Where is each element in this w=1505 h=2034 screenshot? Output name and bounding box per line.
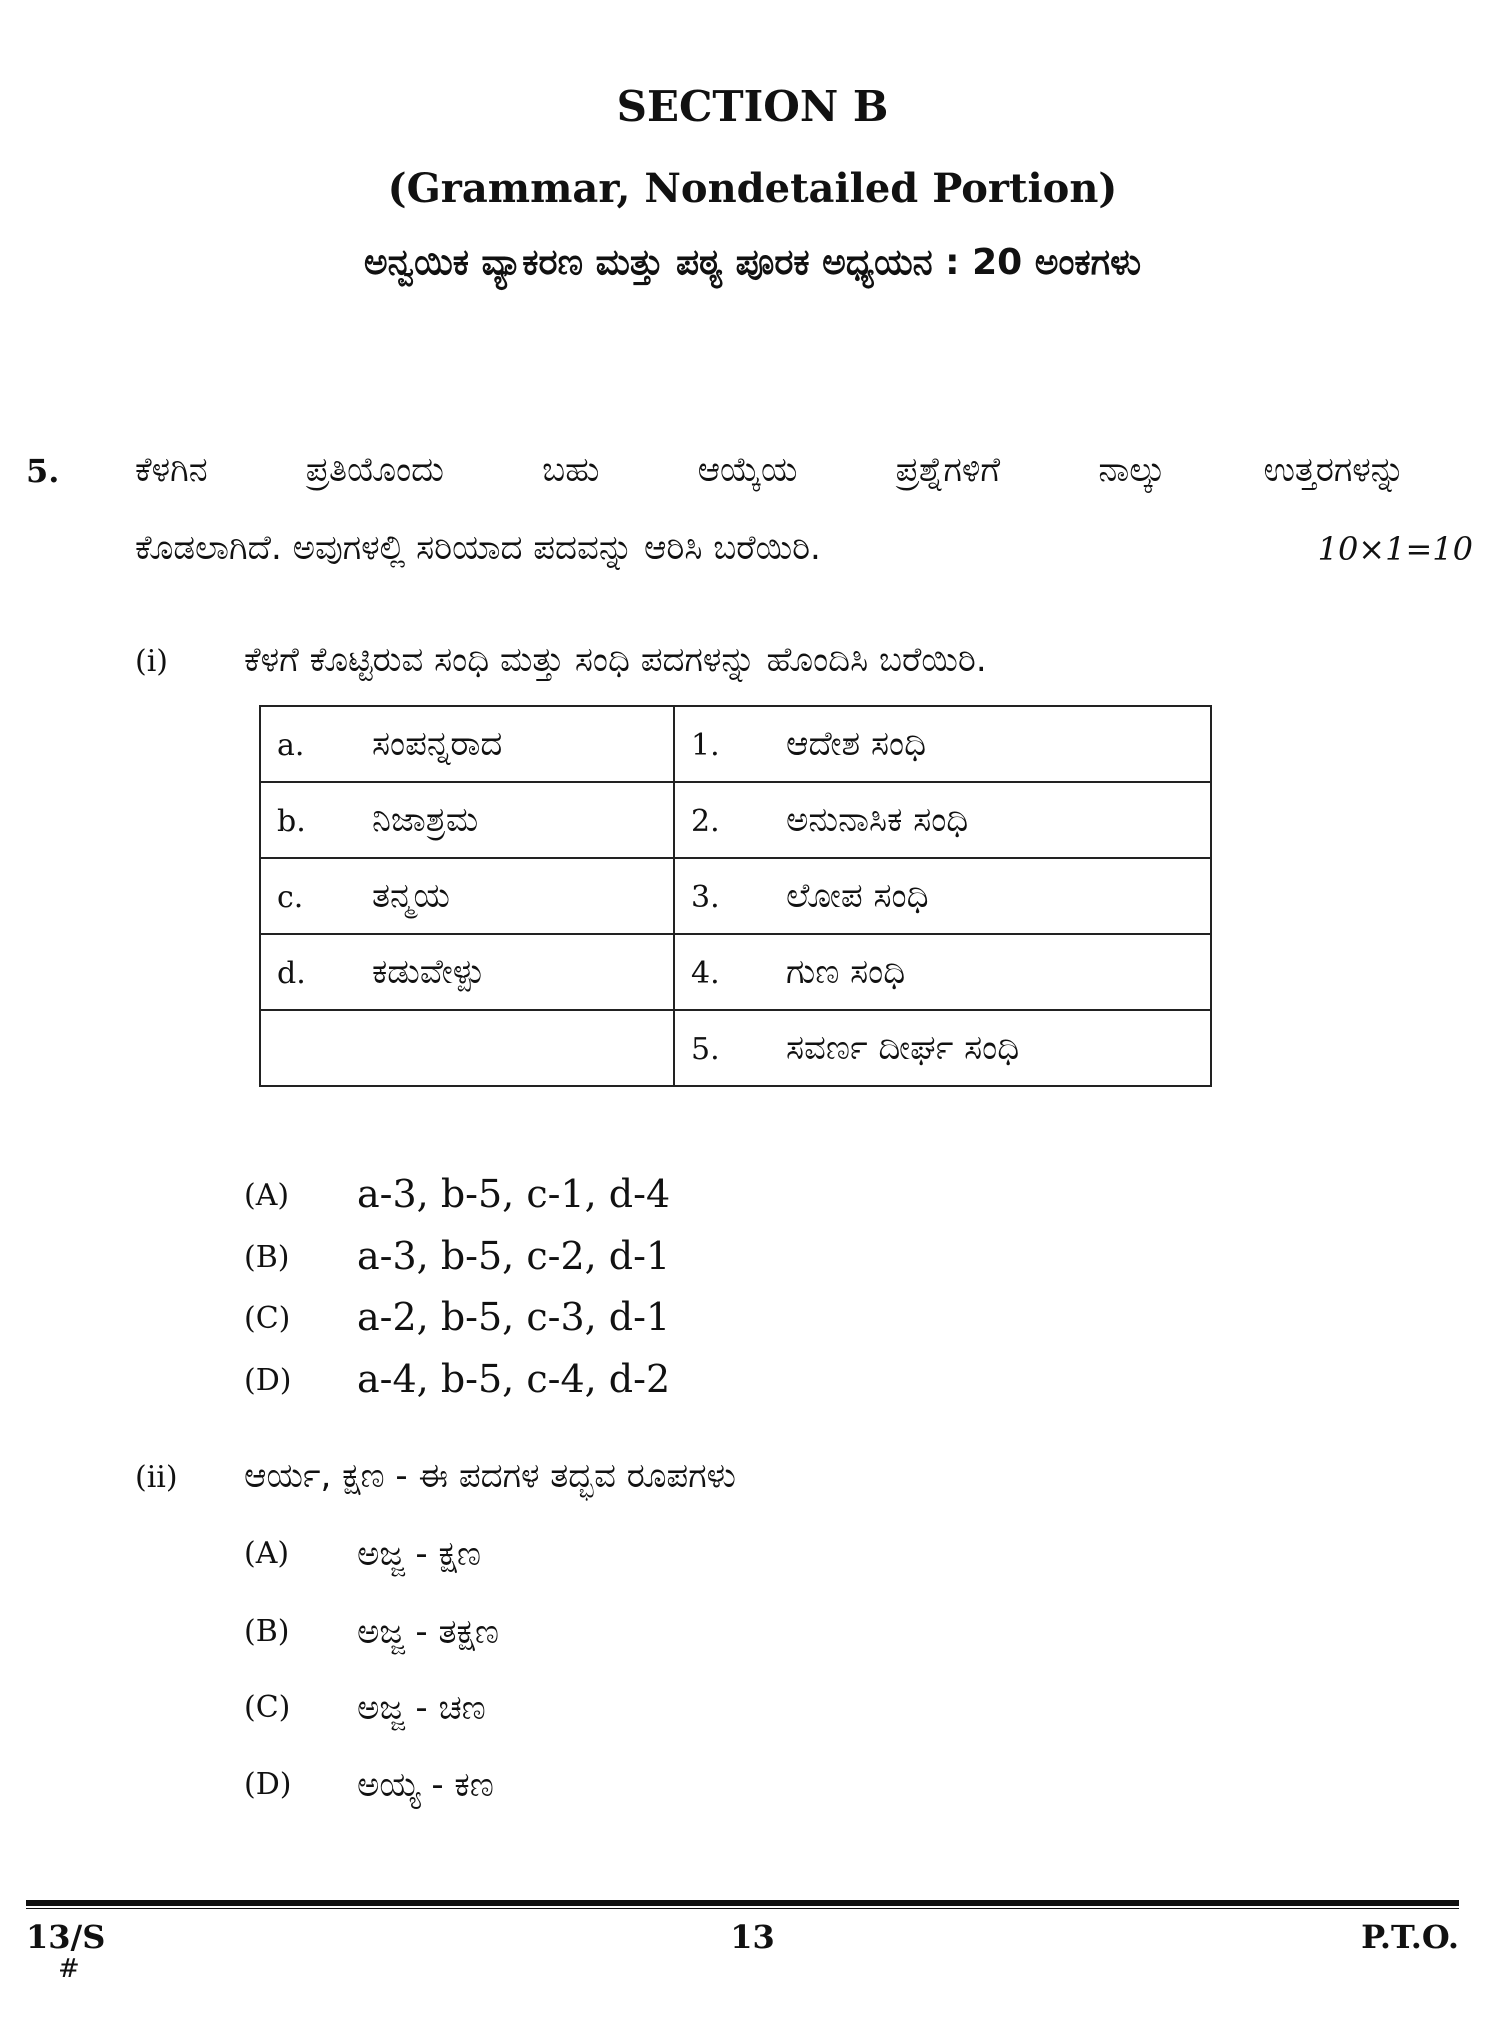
table-row: [260, 706, 1211, 782]
sandhi-word: ತನ್ಮಯ: [372, 876, 450, 916]
right-cell: [674, 934, 1211, 1010]
right-cell: [674, 706, 1211, 782]
sandhi-word: ಸಂಪನ್ನರಾದ: [372, 724, 503, 764]
option-label: (C): [244, 1690, 291, 1725]
question-instruction-line1: [135, 450, 1405, 490]
subquestion-prompt: ಕೆಳಗೆ ಕೊಟ್ಟಿರುವ ಸಂಧಿ ಮತ್ತು ಸಂಧಿ ಪದಗಳನ್ನು ಹೊಂದಿಸಿ ಬರೆಯಿರಿ.: [244, 640, 987, 680]
option-text[interactable]: ಅಜ್ಜ - ಚಣ: [357, 1688, 486, 1728]
sandhi-type: ಸವರ್ಣ ದೀರ್ಘ ಸಂಧಿ: [786, 1028, 1020, 1068]
word: ಬಹು: [542, 450, 600, 490]
option-text[interactable]: ಅಜ್ಜ - ತಕ್ಷಣ: [357, 1612, 500, 1652]
hash-mark: #: [58, 1954, 80, 1984]
right-label: 2.: [691, 804, 720, 839]
subquestion-label: (ii): [135, 1460, 178, 1495]
marks-allocation: 10×1=10: [1317, 530, 1473, 568]
right-label: 5.: [691, 1032, 720, 1067]
option-label: (A): [244, 1178, 290, 1213]
word: ಉತ್ತರಗಳನ್ನು: [1263, 450, 1405, 490]
word: ನಾಲ್ಕು: [1098, 450, 1166, 490]
table-row: [260, 782, 1211, 858]
option-label: (B): [244, 1240, 290, 1275]
right-label: 3.: [691, 880, 720, 915]
left-cell: [260, 858, 674, 934]
match-table: [259, 705, 1212, 1087]
option-text[interactable]: a-3, b-5, c-1, d-4: [357, 1172, 671, 1216]
option-label: (A): [244, 1536, 290, 1571]
question-instruction-line2: ಕೊಡಲಾಗಿದೆ. ಅವುಗಳಲ್ಲಿ ಸರಿಯಾದ ಪದವನ್ನು ಆರಿಸಿ ಬರೆಯಿರಿ.: [135, 528, 821, 568]
table-row: [260, 858, 1211, 934]
left-label: b.: [277, 804, 306, 839]
sandhi-word: ಕಡುವೇಳ್ಪು: [372, 952, 485, 992]
right-cell: [674, 1010, 1211, 1086]
sandhi-type: ಲೋಪ ಸಂಧಿ: [786, 876, 929, 916]
right-label: 4.: [691, 956, 720, 991]
sandhi-word: ನಿಜಾಶ್ರಮ: [372, 800, 479, 840]
sandhi-type: ಅನುನಾಸಿಕ ಸಂಧಿ: [786, 800, 969, 840]
left-label: c.: [277, 880, 304, 915]
please-turn-over: P.T.O.: [1361, 1918, 1459, 1956]
option-label: (C): [244, 1301, 291, 1336]
word: ಪ್ರತಿಯೊಂದು: [305, 450, 444, 490]
left-label: d.: [277, 956, 306, 991]
footer-rule-thin: [26, 1908, 1459, 1909]
sandhi-type: ಗುಣ ಸಂಧಿ: [786, 952, 906, 992]
option-text[interactable]: a-4, b-5, c-4, d-2: [357, 1357, 671, 1401]
left-cell: [260, 782, 674, 858]
question-number: 5.: [26, 452, 60, 490]
section-subtitle: (Grammar, Nondetailed Portion): [387, 165, 1118, 212]
option-text[interactable]: a-2, b-5, c-3, d-1: [357, 1295, 671, 1339]
paper-code: 13/S: [26, 1918, 106, 1956]
left-cell: [260, 1010, 674, 1086]
option-label: (D): [244, 1363, 292, 1398]
page-number: 13: [730, 1918, 775, 1956]
left-label: a.: [277, 728, 305, 763]
section-heading: SECTION B: [616, 82, 889, 131]
footer-rule: [26, 1900, 1459, 1906]
word: ಆಯ್ಕೆಯ: [697, 450, 798, 490]
table-row: [260, 934, 1211, 1010]
subquestion-label: (i): [135, 644, 169, 679]
option-label: (D): [244, 1767, 292, 1802]
left-cell: [260, 706, 674, 782]
right-cell: [674, 782, 1211, 858]
option-label: (B): [244, 1614, 290, 1649]
kannada-section-title: ಅನ್ವಯಿಕ ವ್ಯಾಕರಣ ಮತ್ತು ಪಠ್ಯ ಪೂರಕ ಅಧ್ಯಯನ : 20 ಅಂಕಗಳು: [363, 242, 1142, 283]
table-row: [260, 1010, 1211, 1086]
word: ಕೆಳಗಿನ: [135, 450, 208, 490]
option-text[interactable]: ಅಯ್ಯ - ಕಣ: [357, 1765, 494, 1805]
option-text[interactable]: ಅಜ್ಜ - ಕ್ಷಣ: [357, 1534, 481, 1574]
left-cell: [260, 934, 674, 1010]
word: ಪ್ರಶ್ನೆಗಳಿಗೆ: [895, 450, 1001, 490]
sandhi-type: ಆದೇಶ ಸಂಧಿ: [786, 724, 927, 764]
option-text[interactable]: a-3, b-5, c-2, d-1: [357, 1234, 671, 1278]
subquestion-prompt: ಆರ್ಯ, ಕ್ಷಣ - ಈ ಪದಗಳ ತದ್ಭವ ರೂಪಗಳು: [244, 1456, 736, 1496]
right-label: 1.: [691, 728, 720, 763]
right-cell: [674, 858, 1211, 934]
